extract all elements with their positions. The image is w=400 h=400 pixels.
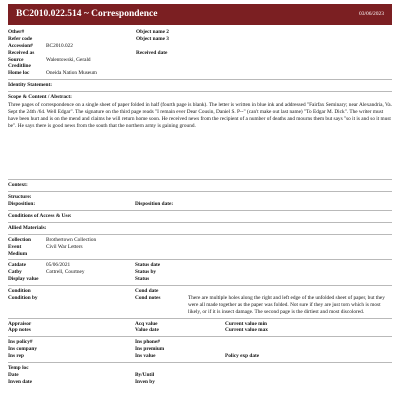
creditline-label: Creditline [8,63,31,70]
ins-phone-label: Ins phone# [135,339,160,346]
object-name2-label: Object name 2 [136,29,169,35]
condition-by-label: Condition by [8,294,38,301]
divider [8,362,392,363]
inven-date-label: Inven date [8,378,32,385]
ins-value-label: Ins value [135,353,156,359]
disposition-label: Disposition: [8,201,36,208]
home-loc-label: Home loc [8,70,30,77]
status-label: Status [135,276,150,283]
divider [8,91,392,92]
allied-materials-label: Allied Materials: [8,224,47,231]
divider [8,285,392,286]
divider [8,336,392,337]
other-value [46,29,136,36]
collection-section [8,237,392,258]
scope-text: Three pages of correspondence on a single sheet of paper folded in half (fourth page is blank). The letter is written in blue ink and addressed "Fairfax Seminary; near Alexandria, Va. Sept the 24th /64. Well Edgar". The signature on the third page reads "I remain ever Dear Cousin, Daniel S. P--" (can't make out last name) "To Edgar M. Dick". The writer must have been hurt and is on the mend and claims he will return home soon. He received news from the recipient of a number of deaths and mourns them but says "so it is and so it must be". He says there is good news from the south that the northern army is gaining ground. [8,101,392,129]
disposition-date-label: Disposition date: [135,201,174,208]
cond-notes-label: Cond notes [135,294,161,301]
event-label: Event [8,243,22,250]
source-label: Source [8,56,24,63]
divider [8,210,392,211]
current-value-max-label: Current value max [225,327,268,334]
policy-exp-date-label: Policy exp date [225,353,260,359]
catby-label: Catby [8,269,22,276]
condition-section [8,288,392,316]
received-as-label: Received as [8,49,35,56]
temp-loc-label: Temp loc [8,364,29,371]
event-value: Civil War Letters [46,243,83,250]
divider [8,191,392,192]
divider [8,222,392,223]
status-date-label: Status date [135,262,161,269]
status-by-label: Status by [135,269,157,276]
by-until-label: By/Until [135,371,155,378]
catalog-section [8,262,392,283]
scope-label: Scope & Content / Abstract: [8,94,72,100]
identity-statement-label: Identity Statement: [8,82,52,89]
accession-value: BC2010.022 [46,42,73,49]
medium-label: Medium [8,250,28,257]
refer-code-label: Refer code [8,35,33,42]
received-as-value [46,50,136,57]
divider [8,179,392,180]
ident-section [8,29,392,77]
other-label: Other# [8,29,25,35]
inven-by-label: Inven by [135,378,155,385]
divider [8,259,392,260]
insurance-section [8,339,392,360]
divider [8,234,392,235]
catdate-value: 05/06/2021 [46,262,71,269]
display-value-label: Display value [8,276,39,283]
source-value: Walentowski, Gerald [46,56,91,63]
catby-value: Cottrell, Courtney [46,269,85,276]
cond-notes-value: There are multiple holes along the right and left edge of the unfolded sheet of paper, but they were all made together as the paper was folded. Not sure if they are just torn which is most likely, or if it is insect damage. The second page is the dirtiest and most discolored. [188,294,385,315]
cond-date-label: Cond date [135,288,159,294]
appraisal-section [8,321,392,335]
temp-section [8,365,392,386]
appraisor-label: Appraisor [8,320,32,327]
divider [8,318,392,319]
value-date-label: Value date [135,327,159,334]
acq-value-label: Acq value [135,320,158,327]
record-date: 03/06/2023 [358,10,384,17]
ins-policy-label: Ins policy# [8,339,33,346]
context-label: Context: [8,182,28,189]
structure-label: Structure: [8,194,32,201]
app-notes-label: App notes [8,327,31,334]
record-header [8,4,392,25]
current-value-min-label: Current value min [225,320,267,327]
ins-company-label: Ins company [8,346,37,353]
divider [8,79,392,80]
accession-label: Accession# [8,42,33,49]
refer-code-value [46,36,136,43]
ins-premium-label: Ins premium [135,346,165,353]
conditions-access-label: Conditions of Access & Use: [8,213,72,219]
collection-value: Brothertown Collection [46,236,97,243]
object-name3-label: Object name 3 [136,35,169,42]
catdate-label: Catdate [8,262,26,269]
date-label: Date [8,371,19,378]
record-title: BC2010.022.514 ~ Correspondence [16,9,158,20]
received-date-label: Received date [136,49,168,56]
collection-label: Collection [8,236,31,243]
condition-label: Condition [8,288,31,294]
home-loc-value: Oneida Nation Museum [46,70,97,77]
structure-section [8,194,392,208]
ins-rep-label: Ins rep [8,353,24,359]
